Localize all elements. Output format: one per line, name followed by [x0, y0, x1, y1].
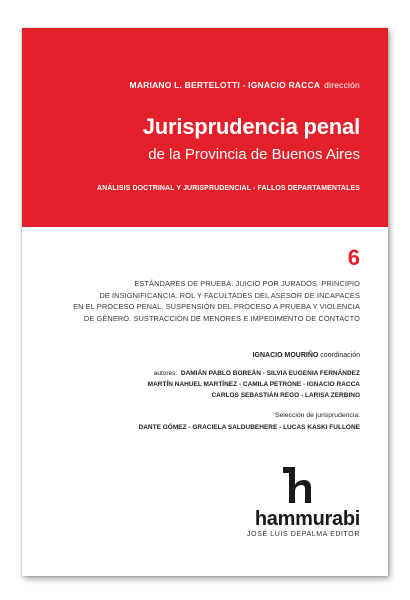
volume-number: 6 [347, 245, 360, 270]
topic-line: DE INSIGNIFICANCIA. ROL Y FACULTADES DEL ASESOR DE INCAPACES [99, 290, 360, 300]
selection-label: Selección de jurisprudencia: [274, 412, 360, 419]
publisher-name: hammurabi [254, 508, 360, 530]
book-tagline: ANÁLISIS DOCTRINAL Y JURISPRUDENCIAL - FALLOS DEPARTAMENTALES [96, 185, 360, 192]
authors-block [148, 368, 360, 401]
authors-label: autores: [153, 370, 178, 377]
directors-role: dirección [324, 80, 360, 90]
directors-line [130, 80, 360, 90]
coordinator-line [253, 352, 360, 359]
publisher-subtitle: JOSÉ LUIS DEPALMA EDITOR [247, 531, 360, 538]
author-line: CARLOS SEBASTIÁN REGO - LARISA ZERBINO [211, 392, 360, 399]
coordinator-role: coordinación [320, 352, 360, 359]
hammurabi-h-logo-icon [280, 465, 314, 505]
book-subtitle: de la Provincia de Buenos Aires [148, 146, 360, 163]
author-line: DAMIÁN PABLO BOREÁN - SILVIA EUGENIA FERNÁNDEZ [180, 370, 360, 377]
directors-names: MARIANO L. BERTELOTTI - IGNACIO RACCA [129, 80, 321, 90]
topics-list [30, 278, 360, 324]
topic-line: EN EL PROCESO PENAL. SUSPENSIÓN DEL PROCESO A PRUEBA Y VIOLENCIA [73, 302, 360, 311]
coordinator-name: IGNACIO MOURIÑO [252, 352, 319, 359]
topic-line: DE GÉNERO. SUSTRACCIÓN DE MENORES E IMPEDIMENTO DE CONTACTO [83, 313, 360, 323]
topic-line: ESTÁNDARES DE PRUEBA. JUICIO POR JURADOS. PRINCIPIO [134, 279, 360, 288]
book-title: Jurisprudencia penal [142, 114, 360, 139]
author-line: MARTÍN NAHUEL MARTÍNEZ - CAMILA PETRONE - IGNACIO RACCA [147, 381, 360, 388]
selection-names: DANTE GÓMEZ - GRACIELA SALDUBEHERE - LUCAS KASKI FULLONE [138, 424, 360, 431]
cover-header-band [22, 28, 388, 227]
book-cover [22, 28, 388, 576]
